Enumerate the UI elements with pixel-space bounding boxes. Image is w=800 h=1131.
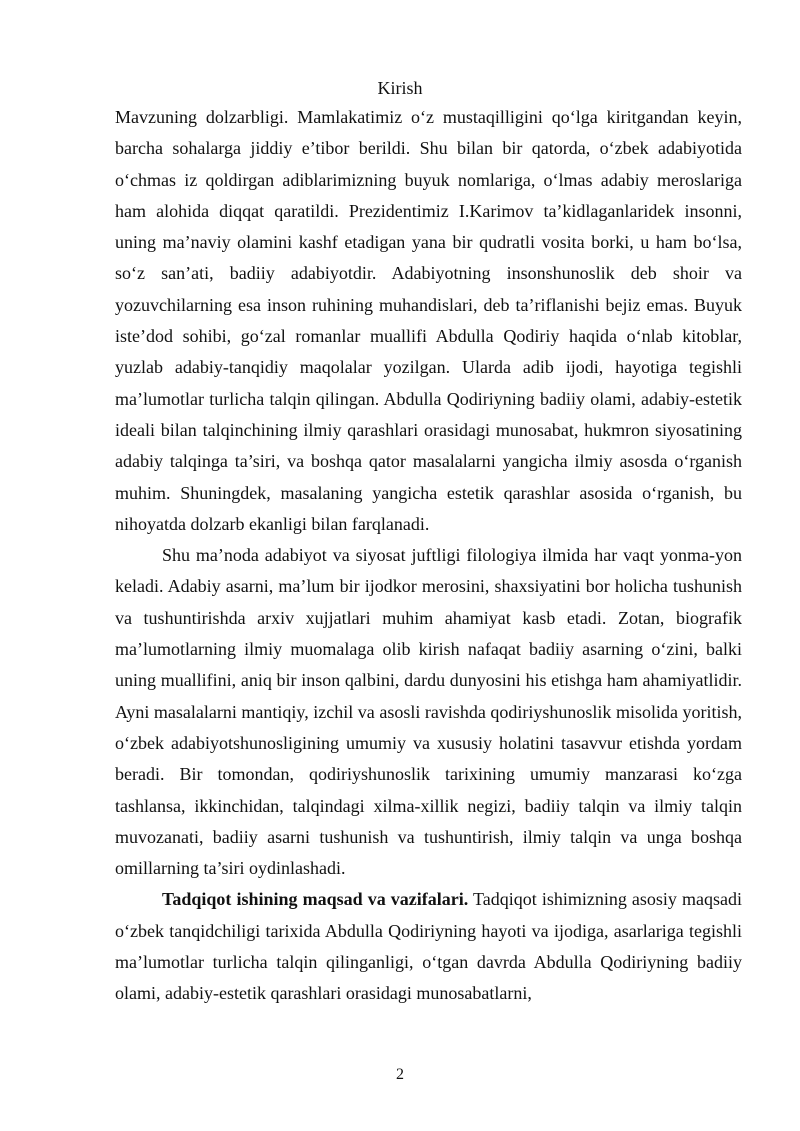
paragraph-relevance [115, 102, 742, 540]
paragraph-text: Shu ma’noda adabiyot va siyosat juftligi filologiya ilmida har vaqt yonma-yon keladi. Adabiy asarni, ma’lum bir ijodkor merosini, shaxsiyatini bor holicha tushunish va tushuntirishda arxiv xujjatlari muhim ahamiyat kasb etadi. Zotan, biografik ma’lumotlarning ilmiy muomalaga olib kirish nafaqat badiiy asarning o‘zini, balki uning muallifini, aniq bir inson qalbini, dardu dunyosini his etishga ham ahamiyatlidir. Ayni masalalarni mantiqiy, izchil va asosli ravishda qodiriyshunoslik misolida yoritish, o‘zbek adabiyotshunosligining umumiy va xususiy holatini tasavvur etishda yordam beradi. Bir tomondan, qodiriyshunoslik tarixining umumiy manzarasi ko‘zga tashlansa, ikkinchidan, talqindagi xilma-xillik negizi, badiiy talqin va ilmiy talqin muvozanati, badiiy asarni tushunish va tushuntirish, ilmiy talqin va unga boshqa omillarning ta’siri oydinlashadi. [115, 545, 742, 879]
section-heading: Kirish [377, 78, 423, 98]
paragraph-lead: Tadqiqot ishining maqsad va vazifalari. [162, 889, 469, 910]
paragraph-goals [115, 884, 742, 1009]
page-number: 2 [396, 1066, 404, 1083]
paragraph-literature-politics [115, 540, 742, 884]
paragraph-text: Tadqiqot ishimizning asosiy maqsadi o‘zbek tanqidchiligi tarixida Abdulla Qodiriyning hayoti va ijodiga, asarlariga tegishli ma’lumotlar turlicha talqin qilinganligi, o‘tgan davrda Abdulla Qodiriyning badiiy olami, adabiy-estetik qarashlari orasidagi munosabatlarni, [115, 889, 742, 1004]
body-text [115, 102, 742, 1010]
paragraph-text: Mavzuning dolzarbligi. Mamlakatimiz o‘z mustaqilligini qo‘lga kiritgandan keyin, barcha sohalarga jiddiy e’tibor berildi. Shu bilan bir qatorda, o‘zbek adabiyotida o‘chmas iz qoldirgan adiblarimizning buyuk nomlariga, o‘lmas adabiy meroslariga ham alohida diqqat qaratildi. Prezidentimiz I.Karimov ta’kidlaganlaridek insonni, uning ma’naviy olamini kashf etadigan yana bir qudratli vosita borki, u ham bo‘lsa, so‘z san’ati, badiiy adabiyotdir. Adabiyotning insonshunoslik deb shoir va yozuvchilarning esa inson ruhining muhandislari, deb ta’riflanishi bejiz emas. Buyuk iste’dod sohibi, go‘zal romanlar muallifi Abdulla Qodiriy haqida o‘nlab kitoblar, yuzlab adabiy-tanqidiy maqolalar yozilgan. Ularda adib ijodi, hayotiga tegishli ma’lumotlar turlicha talqin qilingan. Abdulla Qodiriyning badiiy olami, adabiy-estetik ideali bilan talqinchining ilmiy qarashlari orasidagi munosabat, hukmron siyosatining adabiy talqinga ta’siri, va boshqa qator masalalarni yangicha ilmiy asosda o‘rganish muhim. Shuningdek, masalaning yangicha estetik qarashlar asosida o‘rganish, bu nihoyatda dolzarb ekanligi bilan farqlanadi. [115, 107, 742, 534]
